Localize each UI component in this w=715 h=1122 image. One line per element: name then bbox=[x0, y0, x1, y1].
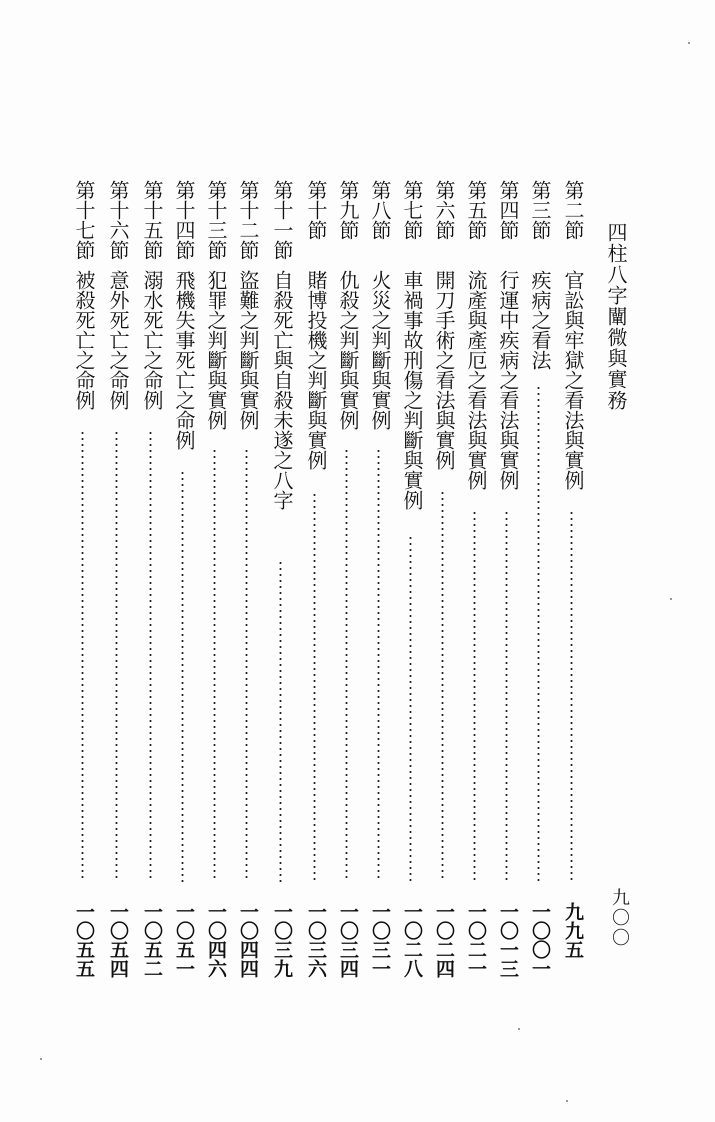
section-number: 第十四節 bbox=[172, 180, 196, 260]
section-number: 第十一節 bbox=[270, 180, 294, 260]
section-number: 第三節 bbox=[528, 180, 552, 240]
page-reference: 一〇三四 bbox=[337, 902, 359, 978]
toc-entry bbox=[302, 180, 330, 1000]
page-reference: 一〇三一 bbox=[369, 902, 391, 978]
page-reference: 一〇五一 bbox=[173, 902, 195, 978]
section-title: 車禍事故刑傷之判斷與實例 bbox=[400, 270, 424, 510]
dot-leader bbox=[115, 430, 118, 882]
page-reference: 一〇四四 bbox=[237, 902, 259, 978]
dot-leader bbox=[181, 470, 184, 882]
dot-leader bbox=[149, 430, 152, 882]
toc-entry bbox=[494, 180, 522, 1000]
section-title: 賭博投機之判斷與實例 bbox=[304, 270, 328, 470]
toc-entry bbox=[138, 180, 166, 1000]
section-title: 被殺死亡之命例 bbox=[72, 270, 96, 410]
dot-leader bbox=[409, 535, 412, 882]
toc-entry bbox=[462, 180, 490, 1000]
section-title: 流產與產厄之看法與實例 bbox=[464, 270, 488, 490]
section-title: 開刀手術之看法與實例 bbox=[432, 270, 456, 470]
scan-speck bbox=[566, 1100, 568, 1102]
section-number: 第十二節 bbox=[236, 180, 260, 260]
page-reference: 九九五 bbox=[562, 902, 584, 959]
dot-leader bbox=[213, 448, 216, 882]
dot-leader bbox=[279, 560, 282, 882]
running-title: 四柱八字闡微與實務 bbox=[604, 222, 628, 411]
toc-entry bbox=[170, 180, 198, 1000]
page-reference: 一〇五四 bbox=[107, 902, 129, 978]
section-title: 仇殺之判斷與實例 bbox=[336, 270, 360, 430]
section-title: 疾病之看法 bbox=[528, 270, 552, 370]
toc-entry bbox=[366, 180, 394, 1000]
section-title: 意外死亡之命例 bbox=[106, 270, 130, 410]
section-number: 第六節 bbox=[432, 180, 456, 240]
toc-entry bbox=[559, 180, 587, 1000]
section-number: 第十三節 bbox=[204, 180, 228, 260]
section-number: 第十七節 bbox=[72, 180, 96, 260]
page-reference: 一〇二一 bbox=[465, 902, 487, 978]
page-reference: 一〇三六 bbox=[305, 902, 327, 978]
page-reference: 一〇二四 bbox=[433, 902, 455, 978]
section-title: 溺水死亡之命例 bbox=[140, 270, 164, 410]
toc-entry bbox=[430, 180, 458, 1000]
section-number: 第十五節 bbox=[140, 180, 164, 260]
toc-entry bbox=[334, 180, 362, 1000]
section-title: 盜難之判斷與實例 bbox=[236, 270, 260, 430]
scan-speck bbox=[40, 1058, 42, 1060]
dot-leader bbox=[245, 448, 248, 882]
scan-speck bbox=[518, 1028, 520, 1030]
scan-speck bbox=[688, 42, 690, 44]
section-number: 第七節 bbox=[400, 180, 424, 240]
section-title: 犯罪之判斷與實例 bbox=[204, 270, 228, 430]
dot-leader bbox=[81, 430, 84, 882]
section-number: 第十節 bbox=[304, 180, 328, 240]
page-reference: 一〇二八 bbox=[401, 902, 423, 978]
page-reference: 一〇四六 bbox=[205, 902, 227, 978]
toc-entry bbox=[526, 180, 554, 1000]
dot-leader bbox=[345, 448, 348, 882]
dot-leader bbox=[313, 492, 316, 882]
page-reference: 一〇三九 bbox=[271, 902, 293, 978]
section-number: 第四節 bbox=[496, 180, 520, 240]
dot-leader bbox=[473, 510, 476, 882]
section-number: 第九節 bbox=[336, 180, 360, 240]
page-number: 九〇〇 bbox=[609, 888, 630, 948]
page-reference: 一〇一三 bbox=[497, 902, 519, 978]
section-number: 第五節 bbox=[464, 180, 488, 240]
page-reference: 一〇〇一 bbox=[529, 902, 551, 978]
toc-entry bbox=[104, 180, 132, 1000]
toc-entry bbox=[70, 180, 98, 1000]
toc-entry bbox=[234, 180, 262, 1000]
dot-leader bbox=[537, 385, 540, 882]
section-number: 第八節 bbox=[368, 180, 392, 240]
dot-leader bbox=[505, 510, 508, 882]
toc-entry bbox=[398, 180, 426, 1000]
dot-leader bbox=[570, 510, 573, 882]
section-title: 飛機失事死亡之命例 bbox=[172, 270, 196, 450]
scan-speck bbox=[670, 598, 672, 600]
dot-leader bbox=[377, 448, 380, 882]
page-reference: 一〇五五 bbox=[73, 902, 95, 978]
section-number: 第十六節 bbox=[106, 180, 130, 260]
section-title: 官訟與牢獄之看法與實例 bbox=[561, 270, 585, 490]
section-title: 行運中疾病之看法與實例 bbox=[496, 270, 520, 490]
dot-leader bbox=[441, 490, 444, 882]
section-title: 自殺死亡與自殺未遂之八字 bbox=[270, 270, 294, 510]
page-reference: 一〇五二 bbox=[141, 902, 163, 978]
toc-entry bbox=[268, 180, 296, 1000]
toc-entry bbox=[202, 180, 230, 1000]
section-title: 火災之判斷與實例 bbox=[368, 270, 392, 430]
section-number: 第二節 bbox=[561, 180, 585, 240]
